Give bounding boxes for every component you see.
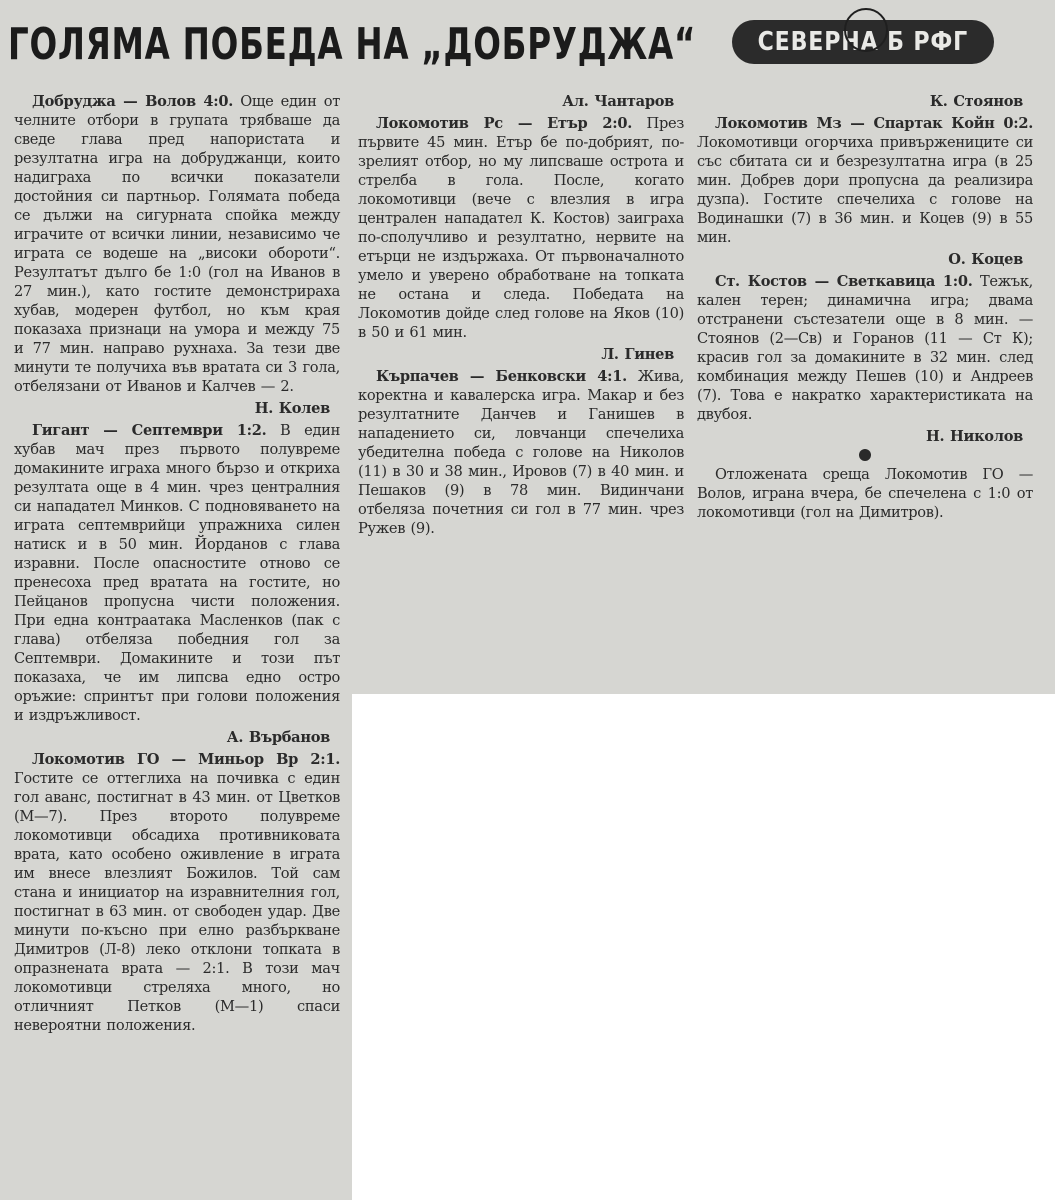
article-text: Гостите се оттеглиха на почивка с един гол аванс, постигнат в 43 мин. от Цветков (М—7). През второто полувреме локомотивци обсадиха противниковата врата, като особено оживление в играта им внесе влезлият Божилов. Той сам стана и инициатор на изравнителния гол, постигнат в 63 мин. от свободен удар. Две минути по-късно при елно разбъркване Димитров (Л-8) леко отклони топката в опразнената врата — 2:1. В този мач локомотивци стреляха много, но отличният Петков (М—1) спаси невероятни положения. [14, 770, 340, 1034]
match-lead: Локомотив Рс — Етър 2:0. [376, 115, 632, 132]
football-icon [844, 8, 888, 52]
author-byline: А. Върбанов [226, 729, 330, 746]
author-byline: Ал. Чантаров [562, 93, 674, 110]
column-3 [697, 92, 1033, 522]
match-lead: Гигант — Септември 1:2. [32, 422, 267, 439]
article-lokomotiv-go-minyor [14, 750, 340, 1035]
headline: ГОЛЯМА ПОБЕДА НА „ДОБРУДЖА“ [8, 19, 697, 70]
author-byline: Н. Колев [254, 400, 330, 417]
author-byline: Н. Николов [926, 428, 1023, 445]
match-lead: Кърпачев — Бенковски 4:1. [376, 368, 627, 385]
article-dobrudzha [14, 92, 340, 396]
column-1 [14, 92, 340, 1035]
article-text: В един хубав мач през първото полувреме домакините играха много бързо и откриха резултата още в 4 мин. чрез централния си нападател Минков. С подновяването на играта септемврийци упражниха силен натиск и в 50 мин. Йорданов с глава изравни. После опасностите отново се пренесоха пред вратата на гостите, но Пейцанов пропусна чисти положения. При една контраатака Масленков (пак с глава) отбеляза победния гол за Септември. Домакините и този път показаха, че им липсва едно остро оръжие: спринтът при голови положения и издръжливост. [14, 422, 340, 724]
match-lead: Добруджа — Волов 4:0. [32, 93, 234, 110]
match-lead: Локомотив ГО — Миньор Вр 2:1. [32, 751, 340, 768]
author-byline: К. Стоянов [929, 93, 1023, 110]
author-byline: О. Коцев [948, 251, 1023, 268]
column-2 [358, 92, 684, 538]
article-text: През първите 45 мин. Етър бе по-добрият, по-зрелият отбор, но му липсваше острота и стрелба в гола. После, когато локомотивци (вече с влезлия в игра централен нападател К. Костов) заиграха по-сполучливо и резултатно, нервите на етърци не издържаха. От първоначалното умело и уверено обработване на топката не остана и следа. Победата на Локомотив дойде след голове на Яков (10) в 50 и 61 мин. [358, 115, 684, 341]
article-postponed: Отложената среща Локомотив ГО — Волов, играна вчера, бе спечелена с 1:0 от локомотивци (гол на Димитров). [697, 466, 1033, 521]
match-lead: Ст. Костов — Светкавица 1:0. [715, 273, 973, 290]
article-lokomotiv-rs-etar [358, 114, 684, 342]
match-lead: Локомотив Мз — Спартак Койн 0:2. [715, 115, 1033, 132]
article-gigant [14, 421, 340, 725]
article-text: Още един от челните отбори в групата трябваше да сведе глава пред напористата и резултатна игра на добруджанци, които надиграха по всички показатели достойния си партньор. Голямата победа се дължи на сигурната спойка между играчите от всички линии, независимо че играта се водеше на „високи обороти“. Резултатът дълго бе 1:0 (гол на Иванов в 27 мин.), като гостите демонстрираха хубав, модерен футбол, но към края показаха признаци на умора и между 75 и 77 мин. направо рухнаха. За тези две минути те получиха във вратата си 3 гола, отбелязани от Иванов и Калчев — 2. [14, 93, 340, 395]
article-st-kostov [697, 272, 1033, 424]
article-text: Локомотивци огорчиха привържениците си със сбитата си и безрезултатна игра (в 25 мин. Добрев дори пропусна да реализира дузпа). Гостите спечелиха с голове на Водинашки (7) в 36 мин. и Коцев (9) в 55 мин. [697, 134, 1033, 246]
dot-icon [859, 449, 871, 461]
section-badge-label: СЕВЕРНА Б РФГ [757, 27, 969, 57]
article-lokomotiv-mz-spartak [697, 114, 1033, 247]
article-text: Тежък, кален терен; динамична игра; двама отстранени състезатели още в 8 мин. — Стоянов (2—Св) и Горанов (11 — Ст К); красив гол за домакините в 32 мин. след комбинация между Пешев (10) и Андреев (7). Това е накратко характеристиката на двубоя. [697, 273, 1033, 423]
author-byline: Л. Гинев [601, 346, 674, 363]
article-karpachev [358, 367, 684, 538]
article-text: Жива, коректна и кавалерска игра. Макар и без резултатните Данчев и Ганишев в нападението си, ловчанци спечелиха убедителна победа с голове на Николов (11) в 30 и 38 мин., Ировов (7) в 40 мин. и Пешаков (9) в 78 мин. Видинчани отбеляза почетния си гол в 77 мин. чрез Ружев (9). [358, 368, 684, 537]
